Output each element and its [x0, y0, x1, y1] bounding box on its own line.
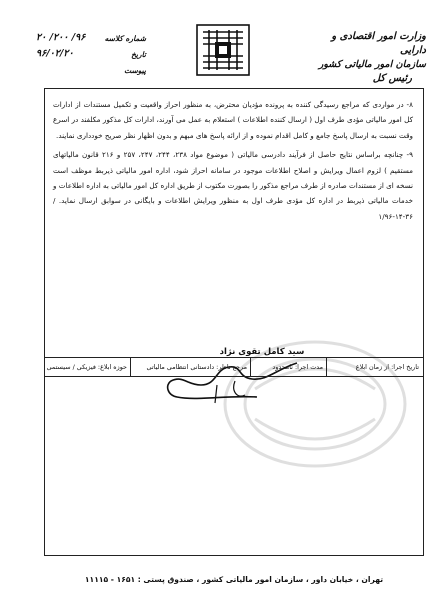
letter-meta — [36, 32, 146, 80]
paragraph-9: ۹- چنانچه براساس نتایج حاصل از فرآیند دادرسی مالیاتی ( موضوع مواد ۲۳۸، ۲۴۴، ۲۴۷، ۲۵۷ و ۲۱۶ قانون مالیاتهای مستقیم ) لزوم اعمال ویرایش و اصلاح اطلاعات موجود در سامانه احراز شود، اداره امور مالیاتی ذیربط موظف است نسخه ای از مستندات صادره از طرف مراجع مذکور را بصورت مکتوب از طریق اداره کل امور مالیاتی به اداره اطلاعات و خدمات مالیاتی ذیربط در اداره کل مؤدی طرف اول به منظور ویرایش اطلاعات و بایگانی در سوابق ارسال نماید. /۳۶-۱۴-۱/۹۶ — [53, 150, 414, 221]
execution-period: مدت اجرا: نامحدود — [250, 358, 327, 376]
address-footer: تهران ، خیابان داور ، سازمان امور مالیاتی کشور ، صندوق پستی : ۱۶۵۱ - ۱۱۱۱۵ — [84, 575, 384, 584]
organization-name: سازمان امور مالیاتی کشور — [318, 59, 426, 70]
letter-body — [53, 97, 413, 228]
meta-attachment: پیوست — [124, 66, 146, 75]
notification-scope: حوزه ابلاغ: فیزیکی / سیستمی — [46, 363, 127, 371]
signer-name: سید کامل تقوی نژاد — [219, 347, 305, 357]
supervising-authority: مرجع ناظر: دادستانی انتظامی مالیاتی — [130, 358, 251, 376]
ministry-name: وزارت امور اقتصادی و دارایی — [331, 31, 426, 56]
letterhead — [306, 30, 426, 86]
meta-date: تاریخ ۹۶/۰۲/۲۰ — [36, 48, 146, 59]
organization-emblem-icon — [193, 22, 253, 78]
letter-body-frame — [44, 88, 424, 556]
effective-date: تاریخ اجرا: از زمان ابلاغ — [326, 358, 423, 376]
paragraph-8: ۸- در مواردی که مراجع رسیدگی کننده به پرونده مؤدیان محترض، به منظور احراز واقعیت و تکمیل مستندات از ادارات کل امور مالیاتی مؤدی طرف اول ( ارسال کننده اطلاعات ) استعلام به عمل می آورند، ادارات کل مذکور مکلفند در اسرع وقت نسبت به ارسال پاسخ جامع و کامل اقدام نموده و از ارائه پاسخ های مبهم و بدون اظهار نظر صریح خودداری نمایند. — [53, 100, 413, 140]
execution-info-strip — [45, 357, 423, 377]
office-title: رئیس کل — [372, 73, 412, 84]
meta-number: شماره کلاسه ۹۶/ ۲۰۰/ ۲۰ — [36, 32, 146, 43]
